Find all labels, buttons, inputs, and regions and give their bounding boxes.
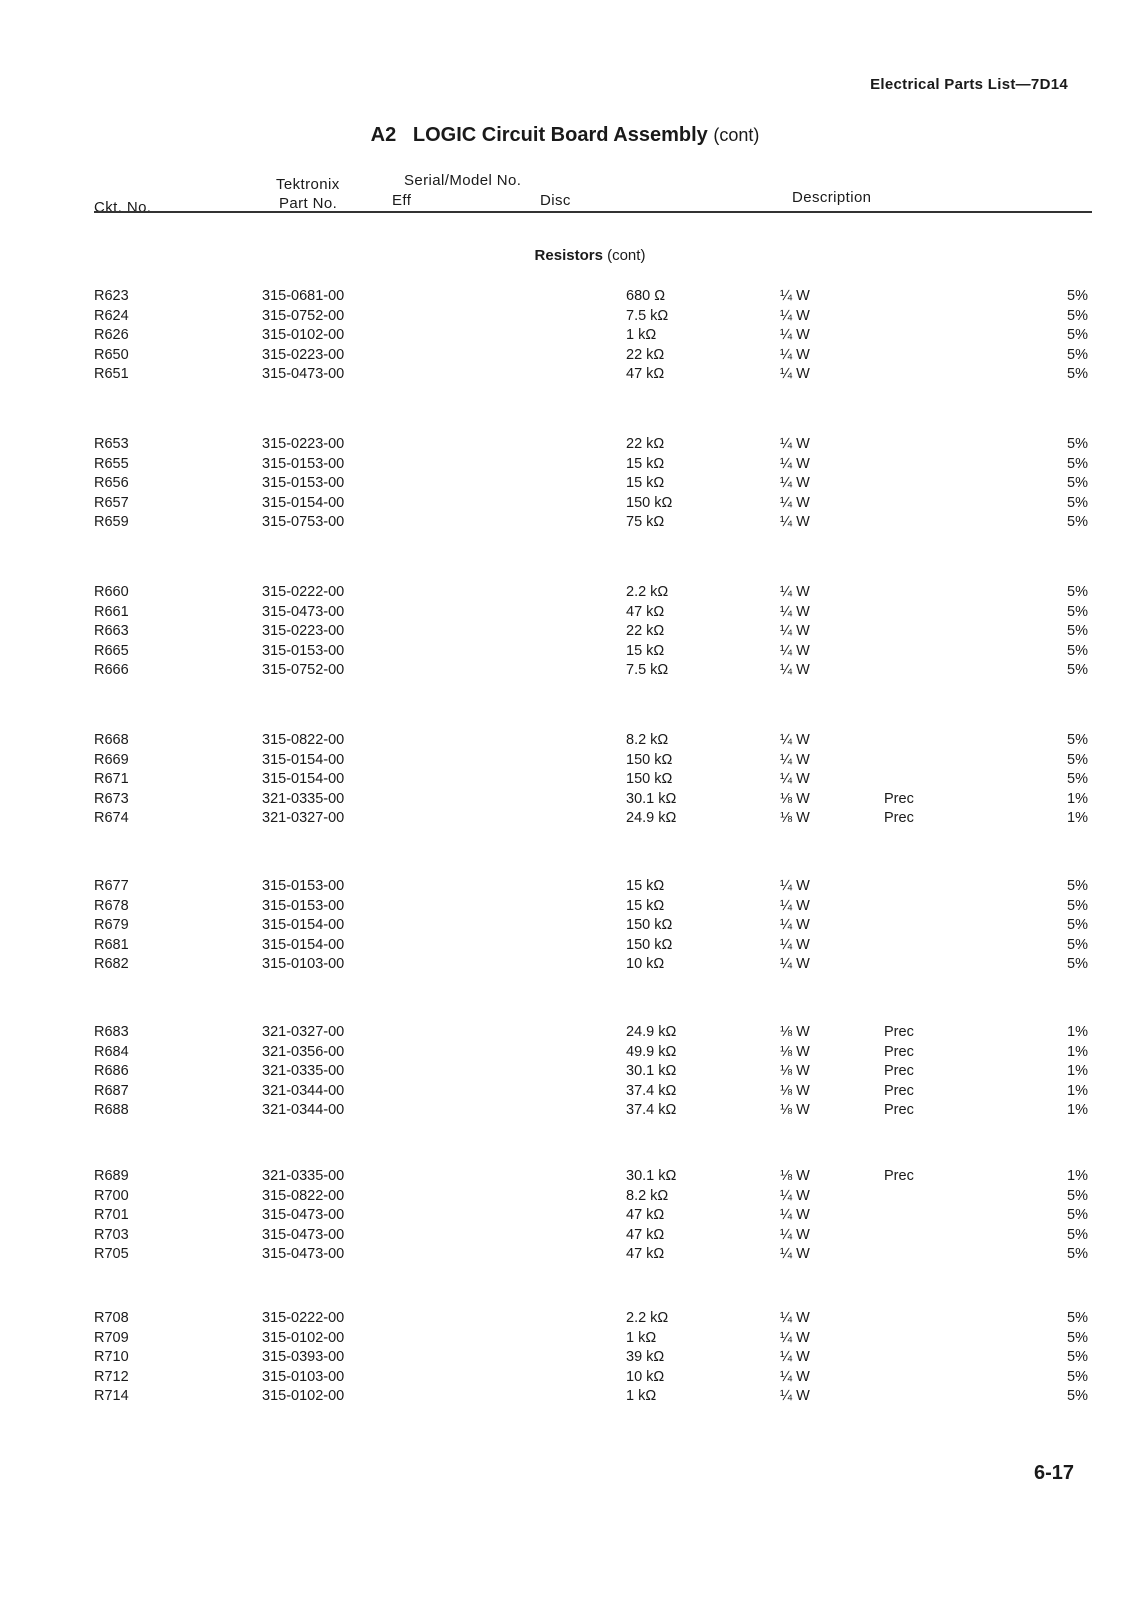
part-no: 315-0393-00 [262,1349,345,1365]
ckt-no: R701 [94,1207,129,1223]
ckt-no: R705 [94,1246,129,1262]
type-note: Prec [884,1063,914,1079]
wattage: ⅛ W [780,790,810,807]
table-row [0,1349,1130,1369]
table-row [0,1063,1130,1083]
resistance-value: 1 kΩ [626,327,657,343]
wattage: ¼ W [780,346,810,363]
table-row [0,937,1130,957]
running-header: Electrical Parts List—7D14 [870,76,1068,93]
tolerance: 1% [1067,1063,1088,1079]
tolerance: 5% [1067,897,1088,914]
table-row [0,288,1130,308]
resistance-value: 10 kΩ [626,1368,665,1385]
tolerance: 5% [1067,1187,1088,1204]
part-no: 315-0103-00 [262,1368,345,1385]
part-no: 315-0153-00 [262,897,345,914]
ckt-no: R624 [94,307,129,324]
part-no: 315-0473-00 [262,1207,345,1223]
tolerance: 5% [1067,288,1088,304]
part-no: 315-0102-00 [262,327,345,343]
wattage: ⅛ W [780,1063,810,1079]
wattage: ¼ W [780,662,810,678]
resistance-value: 15 kΩ [626,455,665,472]
ckt-no: R650 [94,346,129,363]
wattage: ¼ W [780,1207,810,1223]
tolerance: 5% [1067,514,1088,530]
type-note: Prec [884,1024,914,1040]
table-row [0,1330,1130,1350]
resistance-value: 15 kΩ [626,878,665,894]
resistance-value: 1 kΩ [626,1329,657,1346]
ckt-no: R656 [94,475,129,491]
part-no: 321-0327-00 [262,1024,345,1040]
ckt-no: R655 [94,455,129,472]
tolerance: 5% [1067,455,1088,472]
wattage: ¼ W [780,878,810,894]
wattage: ¼ W [780,642,810,659]
ckt-no: R682 [94,956,129,972]
assembly-code: A2 [370,124,397,146]
ckt-no: R686 [94,1063,129,1079]
wattage: ¼ W [780,455,810,472]
part-no: 321-0344-00 [262,1102,345,1118]
resistance-value: 2.2 kΩ [626,584,669,600]
part-no: 315-0153-00 [262,455,345,472]
ckt-no: R626 [94,327,129,343]
wattage: ¼ W [780,288,810,304]
tolerance: 5% [1067,603,1088,620]
ckt-no: R689 [94,1168,129,1184]
part-no: 321-0356-00 [262,1043,345,1060]
table-row [0,456,1130,476]
resistance-value: 8.2 kΩ [626,732,669,748]
tolerance: 5% [1067,1207,1088,1223]
wattage: ¼ W [780,603,810,620]
part-no: 321-0344-00 [262,1082,345,1099]
ckt-no: R700 [94,1187,129,1204]
wattage: ¼ W [780,623,810,639]
ckt-no: R661 [94,603,129,620]
wattage: ¼ W [780,436,810,452]
table-row [0,771,1130,791]
tolerance: 1% [1067,1102,1088,1118]
section-name: Resistors [534,247,603,264]
wattage: ¼ W [780,1187,810,1204]
part-no: 321-0335-00 [262,790,345,807]
part-no: 315-0102-00 [262,1329,345,1346]
table-row [0,475,1130,495]
type-note: Prec [884,1168,914,1184]
table-row [0,495,1130,515]
tolerance: 5% [1067,475,1088,491]
part-no: 315-0154-00 [262,917,345,933]
part-no: 315-0153-00 [262,642,345,659]
table-row [0,752,1130,772]
ckt-no: R710 [94,1349,129,1365]
tolerance: 5% [1067,494,1088,511]
part-no: 315-0154-00 [262,771,345,787]
tolerance: 5% [1067,436,1088,452]
ckt-no: R669 [94,751,129,768]
part-no: 321-0335-00 [262,1168,345,1184]
ckt-no: R660 [94,584,129,600]
ckt-no: R677 [94,878,129,894]
ckt-no: R681 [94,936,129,953]
wattage: ¼ W [780,1310,810,1326]
tolerance: 5% [1067,366,1088,382]
wattage: ¼ W [780,1226,810,1243]
resistance-value: 15 kΩ [626,475,665,491]
part-no: 315-0223-00 [262,623,345,639]
ckt-no: R668 [94,732,129,748]
part-no: 315-0473-00 [262,603,345,620]
resistance-value: 47 kΩ [626,1246,665,1262]
wattage: ¼ W [780,771,810,787]
resistance-value: 150 kΩ [626,494,673,511]
table-row [0,1188,1130,1208]
col-header-tektronix: Tektronix [276,176,340,193]
type-note: Prec [884,810,914,826]
ckt-no: R708 [94,1310,129,1326]
resistance-value: 22 kΩ [626,623,665,639]
table-row [0,604,1130,624]
resistance-value: 75 kΩ [626,514,665,530]
part-no: 315-0222-00 [262,584,345,600]
table-row [0,917,1130,937]
resistance-value: 49.9 kΩ [626,1043,677,1060]
ckt-no: R671 [94,771,129,787]
table-row [0,366,1130,386]
section-title [0,247,1130,264]
resistance-value: 10 kΩ [626,956,665,972]
table-row [0,956,1130,976]
part-no: 321-0327-00 [262,810,345,826]
wattage: ⅛ W [780,1043,810,1060]
resistance-value: 15 kΩ [626,897,665,914]
table-row [0,810,1130,830]
col-header-eff: Eff [392,192,412,209]
table-row [0,898,1130,918]
resistance-value: 150 kΩ [626,751,673,768]
part-no: 315-0153-00 [262,475,345,491]
tolerance: 1% [1067,790,1088,807]
part-no: 315-0822-00 [262,1187,345,1204]
part-no: 321-0335-00 [262,1063,345,1079]
part-no: 315-0103-00 [262,956,345,972]
part-no: 315-0154-00 [262,494,345,511]
resistance-value: 7.5 kΩ [626,307,669,324]
resistance-value: 680 Ω [626,288,666,304]
part-no: 315-0153-00 [262,878,345,894]
resistance-value: 37.4 kΩ [626,1102,677,1118]
resistance-value: 24.9 kΩ [626,810,677,826]
tolerance: 5% [1067,662,1088,678]
part-no: 315-0222-00 [262,1310,345,1326]
tolerance: 5% [1067,936,1088,953]
table-row [0,1388,1130,1408]
ckt-no: R703 [94,1226,129,1243]
table-row [0,1102,1130,1122]
table-row [0,643,1130,663]
tolerance: 5% [1067,642,1088,659]
col-header-ckt-no: Ckt. No. [94,199,152,216]
resistance-value: 47 kΩ [626,1207,665,1223]
tolerance: 1% [1067,810,1088,826]
ckt-no: R657 [94,494,129,511]
tolerance: 5% [1067,917,1088,933]
wattage: ⅛ W [780,1024,810,1040]
table-row [0,1168,1130,1188]
resistance-value: 30.1 kΩ [626,790,677,807]
tolerance: 5% [1067,327,1088,343]
table-row [0,662,1130,682]
type-note: Prec [884,790,914,807]
tolerance: 5% [1067,346,1088,363]
table-row [0,584,1130,604]
part-no: 315-0223-00 [262,346,345,363]
title-suffix: (cont) [713,125,760,145]
tolerance: 5% [1067,623,1088,639]
tolerance: 5% [1067,584,1088,600]
wattage: ¼ W [780,1329,810,1346]
tolerance: 1% [1067,1024,1088,1040]
type-note: Prec [884,1082,914,1099]
wattage: ¼ W [780,584,810,600]
col-header-description: Description [792,189,872,206]
section-suffix: (cont) [607,247,646,264]
part-no: 315-0223-00 [262,436,345,452]
tolerance: 5% [1067,771,1088,787]
ckt-no: R665 [94,642,129,659]
tolerance: 1% [1067,1168,1088,1184]
part-no: 315-0753-00 [262,514,345,530]
resistance-value: 22 kΩ [626,436,665,452]
wattage: ¼ W [780,1388,810,1404]
resistance-value: 24.9 kΩ [626,1024,677,1040]
wattage: ¼ W [780,514,810,530]
ckt-no: R687 [94,1082,129,1099]
resistance-value: 39 kΩ [626,1349,665,1365]
type-note: Prec [884,1102,914,1118]
part-no: 315-0154-00 [262,936,345,953]
part-no: 315-0473-00 [262,1246,345,1262]
table-row [0,1246,1130,1266]
resistance-value: 15 kΩ [626,642,665,659]
resistance-value: 150 kΩ [626,936,673,953]
wattage: ¼ W [780,494,810,511]
page-number: 6-17 [1033,1462,1074,1484]
resistance-value: 37.4 kΩ [626,1082,677,1099]
tolerance: 5% [1067,732,1088,748]
wattage: ¼ W [780,1349,810,1365]
table-row [0,1083,1130,1103]
tolerance: 5% [1067,1388,1088,1404]
wattage: ¼ W [780,732,810,748]
resistance-value: 150 kΩ [626,771,673,787]
ckt-no: R709 [94,1329,129,1346]
resistance-value: 1 kΩ [626,1388,657,1404]
part-no: 315-0681-00 [262,288,345,304]
ckt-no: R653 [94,436,129,452]
table-row [0,878,1130,898]
tolerance: 1% [1067,1082,1088,1099]
ckt-no: R663 [94,623,129,639]
wattage: ¼ W [780,307,810,324]
table-row [0,327,1130,347]
ckt-no: R678 [94,897,129,914]
page-title [0,124,1130,147]
col-header-serial-model: Serial/Model No. [404,172,522,189]
table-row [0,514,1130,534]
ckt-no: R659 [94,514,129,530]
part-no: 315-0473-00 [262,1226,345,1243]
table-row [0,732,1130,752]
wattage: ¼ W [780,936,810,953]
wattage: ¼ W [780,475,810,491]
resistance-value: 7.5 kΩ [626,662,669,678]
resistance-value: 150 kΩ [626,917,673,933]
resistance-value: 30.1 kΩ [626,1063,677,1079]
tolerance: 5% [1067,1246,1088,1262]
ckt-no: R673 [94,790,129,807]
col-header-part-no: Part No. [279,195,338,212]
header-rule [94,211,1092,213]
wattage: ¼ W [780,1368,810,1385]
table-row [0,1227,1130,1247]
ckt-no: R688 [94,1102,129,1118]
wattage: ¼ W [780,897,810,914]
part-no: 315-0752-00 [262,307,345,324]
table-row [0,1207,1130,1227]
resistance-value: 8.2 kΩ [626,1187,669,1204]
ckt-no: R666 [94,662,129,678]
wattage: ⅛ W [780,1102,810,1118]
part-no: 315-0752-00 [262,662,345,678]
tolerance: 5% [1067,1310,1088,1326]
wattage: ¼ W [780,751,810,768]
table-row [0,308,1130,328]
tolerance: 5% [1067,1329,1088,1346]
table-row [0,347,1130,367]
wattage: ¼ W [780,917,810,933]
table-row [0,791,1130,811]
resistance-value: 47 kΩ [626,366,665,382]
resistance-value: 2.2 kΩ [626,1310,669,1326]
table-row [0,1024,1130,1044]
wattage: ¼ W [780,327,810,343]
wattage: ¼ W [780,1246,810,1262]
ckt-no: R684 [94,1043,129,1060]
wattage: ¼ W [780,366,810,382]
tolerance: 5% [1067,307,1088,324]
ckt-no: R683 [94,1024,129,1040]
part-no: 315-0822-00 [262,732,345,748]
resistance-value: 47 kΩ [626,1226,665,1243]
table-row [0,623,1130,643]
resistance-value: 47 kΩ [626,603,665,620]
ckt-no: R674 [94,810,129,826]
tolerance: 5% [1067,1226,1088,1243]
wattage: ⅛ W [780,810,810,826]
table-row [0,436,1130,456]
ckt-no: R623 [94,288,129,304]
part-no: 315-0154-00 [262,751,345,768]
table-row [0,1044,1130,1064]
ckt-no: R712 [94,1368,129,1385]
table-row [0,1310,1130,1330]
tolerance: 1% [1067,1043,1088,1060]
resistance-value: 22 kΩ [626,346,665,363]
ckt-no: R679 [94,917,129,933]
resistance-value: 30.1 kΩ [626,1168,677,1184]
tolerance: 5% [1067,956,1088,972]
wattage: ¼ W [780,956,810,972]
col-header-disc: Disc [540,192,571,209]
tolerance: 5% [1067,751,1088,768]
ckt-no: R651 [94,366,129,382]
ckt-no: R714 [94,1388,129,1404]
part-no: 315-0102-00 [262,1388,345,1404]
type-note: Prec [884,1043,914,1060]
assembly-name: LOGIC Circuit Board Assembly [412,124,708,146]
tolerance: 5% [1067,878,1088,894]
table-row [0,1369,1130,1389]
wattage: ⅛ W [780,1168,810,1184]
part-no: 315-0473-00 [262,366,345,382]
tolerance: 5% [1067,1349,1088,1365]
tolerance: 5% [1067,1368,1088,1385]
wattage: ⅛ W [780,1082,810,1099]
